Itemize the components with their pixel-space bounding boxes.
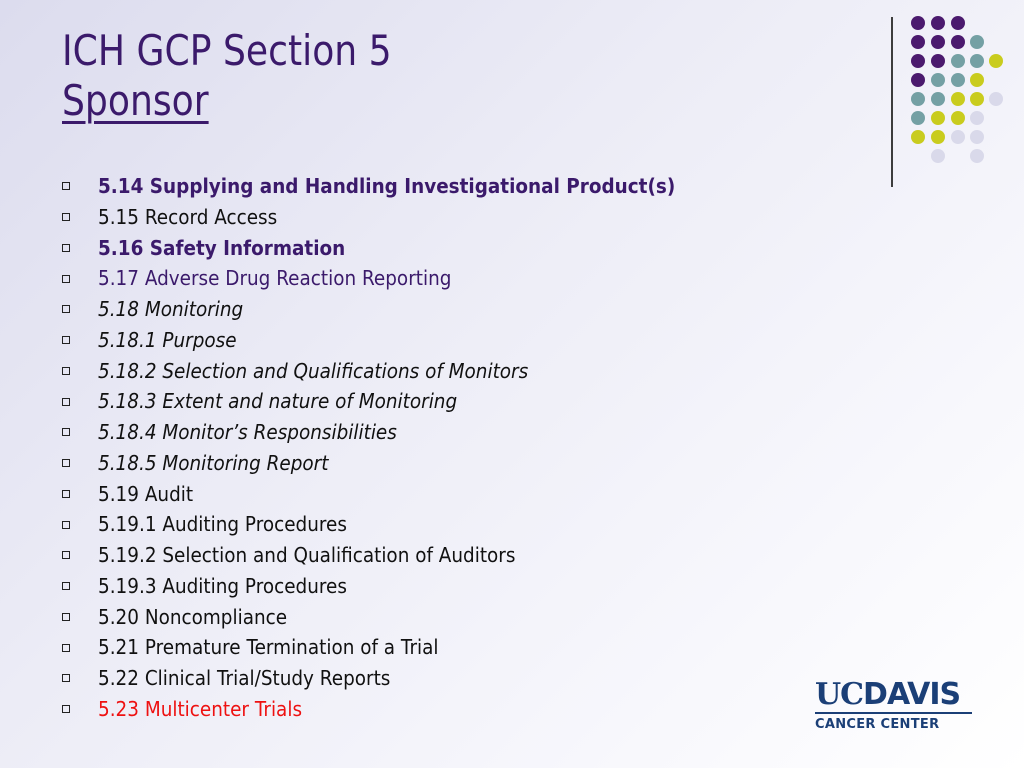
decor-dot <box>931 35 945 49</box>
list-item <box>62 356 725 387</box>
list-item-text: 5.20 Noncompliance <box>98 604 288 629</box>
decor-dot <box>931 130 945 144</box>
list-item-text: 5.14 Supplying and Handling Investigational Product(s) <box>98 174 676 198</box>
decor-dot <box>970 35 984 49</box>
list-item <box>62 540 725 571</box>
decor-dot <box>911 92 925 106</box>
list-item <box>62 571 725 602</box>
square-bullet-icon <box>62 182 70 190</box>
list-item <box>62 294 725 325</box>
list-item <box>62 479 725 510</box>
list-item-text: 5.19.1 Auditing Procedures <box>98 512 347 537</box>
decor-dot <box>911 73 925 87</box>
list-item <box>62 171 725 202</box>
list-item-text: 5.19.3 Auditing Procedures <box>98 573 347 598</box>
list-item <box>62 694 725 725</box>
square-bullet-icon <box>62 459 70 467</box>
square-bullet-icon <box>62 398 70 406</box>
decor-dot <box>931 16 945 30</box>
square-bullet-icon <box>62 521 70 529</box>
decor-dot <box>931 92 945 106</box>
square-bullet-icon <box>62 244 70 252</box>
square-bullet-icon <box>62 213 70 221</box>
section-bullet-list <box>62 171 725 725</box>
list-item <box>62 202 725 233</box>
list-item-text: 5.18 Monitoring <box>98 297 244 321</box>
list-item <box>62 325 725 356</box>
list-item <box>62 263 725 294</box>
square-bullet-icon <box>62 582 70 590</box>
square-bullet-icon <box>62 644 70 652</box>
list-item-text: 5.18.2 Selection and Qualifications of Monitors <box>98 358 529 383</box>
decor-dot <box>989 92 1003 106</box>
decor-dot <box>951 111 965 125</box>
logo-uc: UC <box>815 677 864 712</box>
logo-wordmark <box>815 677 975 712</box>
list-item <box>62 386 725 417</box>
decor-dot <box>951 92 965 106</box>
decor-dot <box>970 111 984 125</box>
square-bullet-icon <box>62 490 70 498</box>
decor-dot <box>951 54 965 68</box>
decor-dot <box>970 149 984 163</box>
decor-dot <box>911 111 925 125</box>
logo-subtitle: CANCER CENTER <box>815 717 940 732</box>
list-item-text: 5.18.1 Purpose <box>98 327 237 352</box>
list-item <box>62 233 725 264</box>
list-item <box>62 632 725 663</box>
decor-dot <box>931 111 945 125</box>
square-bullet-icon <box>62 367 70 375</box>
decor-dot <box>951 130 965 144</box>
list-item <box>62 448 725 479</box>
decor-dot <box>931 149 945 163</box>
title-line: ICH GCP Section 5 <box>62 26 392 75</box>
decor-dot <box>970 54 984 68</box>
square-bullet-icon <box>62 613 70 621</box>
square-bullet-icon <box>62 551 70 559</box>
decor-dot <box>911 16 925 30</box>
logo-davis: DAVIS <box>863 677 961 712</box>
list-item <box>62 417 725 448</box>
square-bullet-icon <box>62 275 70 283</box>
ucdavis-cancer-center-logo <box>815 677 975 732</box>
decor-dot <box>989 54 1003 68</box>
decor-dot <box>911 54 925 68</box>
square-bullet-icon <box>62 305 70 313</box>
decor-dot <box>931 54 945 68</box>
list-item <box>62 602 725 633</box>
square-bullet-icon <box>62 705 70 713</box>
subtitle-sponsor: Sponsor <box>62 76 209 125</box>
list-item-text: 5.19.2 Selection and Qualification of Auditors <box>98 543 516 567</box>
list-item <box>62 509 725 540</box>
decor-dot <box>970 130 984 144</box>
square-bullet-icon <box>62 336 70 344</box>
list-item-text: 5.22 Clinical Trial/Study Reports <box>98 666 391 690</box>
decorative-dot-grid <box>0 0 1024 200</box>
decor-dot <box>970 73 984 87</box>
decor-dot <box>951 35 965 49</box>
list-item-text: 5.19 Audit <box>98 481 194 506</box>
decor-dot <box>951 16 965 30</box>
list-item-text: 5.18.3 Extent and nature of Monitoring <box>98 389 458 414</box>
square-bullet-icon <box>62 428 70 436</box>
decor-dot <box>911 35 925 49</box>
decor-dot <box>951 73 965 87</box>
decor-dot <box>970 92 984 106</box>
list-item-text: 5.21 Premature Termination of a Trial <box>98 635 439 660</box>
logo-rule <box>815 712 972 714</box>
list-item-text: 5.15 Record Access <box>98 204 278 229</box>
square-bullet-icon <box>62 674 70 682</box>
list-item-text: 5.18.4 Monitor’s Responsibilities <box>98 420 397 444</box>
decor-dot <box>931 73 945 87</box>
list-item-text: 5.18.5 Monitoring Report <box>98 450 329 475</box>
list-item <box>62 663 725 694</box>
list-item-text: 5.23 Multicenter Trials <box>98 696 303 721</box>
list-item-text: 5.17 Adverse Drug Reaction Reporting <box>98 266 452 291</box>
list-item-text: 5.16 Safety Information <box>98 235 346 260</box>
decor-dot <box>911 130 925 144</box>
